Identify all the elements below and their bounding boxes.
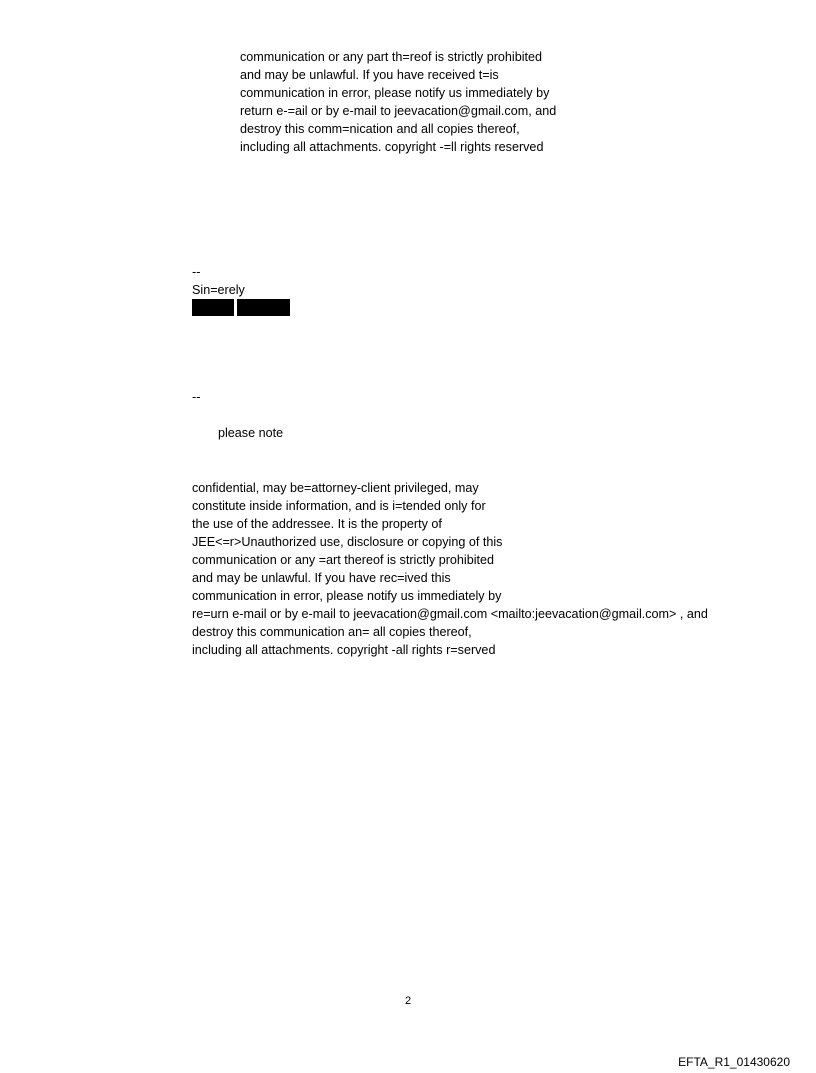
disclaimer-line: communication in error, please notify us immediately by bbox=[240, 86, 550, 100]
disclaimer-line: including all attachments. copyright -all rights r=served bbox=[192, 643, 496, 657]
disclaimer-line: re=urn e-mail or by e-mail to jeevacation@gmail.com <mailto:jeevacation@gmail.com> , and bbox=[192, 607, 708, 621]
signature-separator: -- bbox=[192, 265, 201, 279]
document-id: EFTA_R1_01430620 bbox=[678, 1055, 790, 1069]
disclaimer-line: confidential, may be=attorney-client privileged, may bbox=[192, 481, 479, 495]
disclaimer-line: including all attachments. copyright -=ll rights reserved bbox=[240, 140, 544, 154]
disclaimer-line: destroy this comm=nication and all copies thereof, bbox=[240, 122, 520, 136]
disclaimer-line: constitute inside information, and is i=tended only for bbox=[192, 499, 486, 513]
disclaimer-line: and may be unlawful. If you have rec=ived this bbox=[192, 571, 451, 585]
indented-disclaimer-block bbox=[240, 48, 556, 156]
confidentiality-disclaimer bbox=[192, 479, 708, 659]
redaction-box bbox=[237, 299, 290, 316]
disclaimer-line: communication or any =art thereof is strictly prohibited bbox=[192, 553, 495, 567]
disclaimer-line: the use of the addressee. It is the property of bbox=[192, 517, 442, 531]
disclaimer-line: return e-=ail or by e-mail to jeevacation@gmail.com, and bbox=[240, 104, 557, 118]
signature-closing: Sin=erely bbox=[192, 283, 245, 297]
redaction-box bbox=[192, 299, 234, 316]
disclaimer-line: JEE<=r>Unauthorized use, disclosure or copying of this bbox=[192, 535, 503, 549]
disclaimer-line: communication in error, please notify us immediately by bbox=[192, 589, 502, 603]
disclaimer-line: communication or any part th=reof is strictly prohibited bbox=[240, 50, 543, 64]
disclaimer-line: destroy this communication an= all copies thereof, bbox=[192, 625, 472, 639]
page-number: 2 bbox=[404, 995, 412, 1007]
please-note-text: please note bbox=[218, 426, 284, 440]
second-separator: -- bbox=[192, 390, 201, 404]
disclaimer-line: and may be unlawful. If you have received t=is bbox=[240, 68, 499, 82]
